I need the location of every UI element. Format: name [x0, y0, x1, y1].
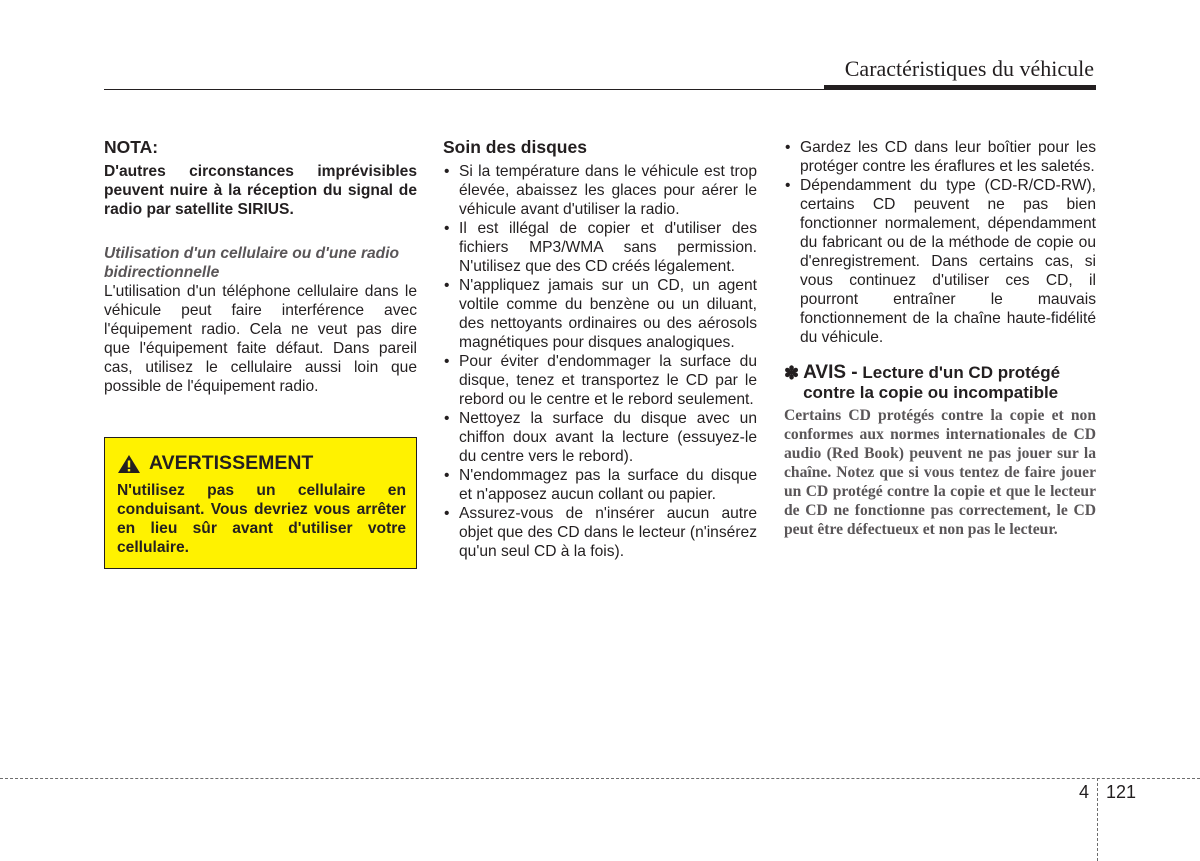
page-number: 121: [1106, 782, 1137, 802]
header-rule-accent: [824, 85, 1096, 90]
list-item: • Pour éviter d'endommager la surface du disque, tenez et transportez le CD par le rebord ou le centre et le rebord seulement.: [443, 352, 757, 409]
warning-triangle-icon: [117, 454, 141, 474]
warning-box: [104, 437, 417, 569]
cd-notes-list: [784, 138, 1096, 347]
chapter-number: 4: [1079, 782, 1090, 802]
list-item: • Si la température dans le véhicule est trop élevée, abaissez les glaces pour aérer le véhicule avant d'utiliser la radio.: [443, 162, 757, 219]
list-item: • Nettoyez la surface du disque avec un chiffon doux avant la lecture (essuyez-le du centre vers le rebord).: [443, 409, 757, 466]
cellphone-subheading: Utilisation d'un cellulaire ou d'une radio bidirectionnelle: [104, 245, 400, 281]
avis-label: AVIS -: [803, 362, 858, 383]
list-item: • Dépendamment du type (CD-R/CD-RW), certains CD peuvent ne pas bien fonctionner normalement, dépendamment du fabricant ou de la méthode de copie ou d'enregistrement. Dans certains cas, si vous continuez d'utiliser ces CD, il pourront entraîner le mauvais fonctionnement de la chaîne haute-fidélité du véhicule.: [784, 176, 1096, 347]
warning-title-row: [117, 452, 406, 475]
disc-care-heading: Soin des disques: [443, 137, 587, 157]
nota-text: D'autres circonstances imprévisibles peuvent nuire à la réception du signal de radio par satellite SIRIUS.: [104, 163, 417, 218]
list-item: • Assurez-vous de n'insérer aucun autre objet que des CD dans le lecteur (n'insérez qu'un seul CD à la fois).: [443, 504, 757, 561]
warning-title: AVERTISSEMENT: [149, 452, 314, 474]
warning-text: N'utilisez pas un cellulaire en conduisant. Vous devriez vous arrêter en lieu sûr avant d'utiliser votre cellulaire.: [117, 482, 406, 556]
page-header-title: Caractéristiques du véhicule: [844, 56, 1094, 81]
footer-divider: [0, 778, 1200, 779]
list-item: • Il est illégal de copier et d'utiliser des fichiers MP3/WMA sans permission. N'utilisez que des CD créés légalement.: [443, 219, 757, 276]
column-middle: [443, 138, 757, 561]
avis-title: Lecture d'un CD protégé contre la copie ou incompatible: [803, 363, 1061, 402]
list-item: • N'appliquez jamais sur un CD, un agent voltile comme du benzène ou un diluant, des nettoyants ordinaires ou des aérosols magnétiques pour disques analogiques.: [443, 276, 757, 352]
list-item: • N'endommagez pas la surface du disque et n'apposez aucun collant ou papier.: [443, 466, 757, 504]
column-left: [104, 138, 417, 396]
nota-heading: NOTA:: [104, 137, 159, 157]
avis-text: Certains CD protégés contre la copie et non conformes aux normes internationales de CD audio (Red Book) peuvent ne pas jouer sur la chaîne. Notez que si vous tentez de faire jouer un CD protégé contre la copie et que le lecteur de CD ne fonctionne pas correctement, le CD peut être défectueux et non pas le lecteur.: [784, 407, 1096, 538]
cellphone-paragraph: L'utilisation d'un téléphone cellulaire dans le véhicule peut faire interférence avec l'équipement radio. Cela ne veut pas dire que l'équipement faite défaut. Dans pareil cas, utilisez le cellulaire aussi loin que possible de l'équipement radio.: [104, 283, 417, 395]
avis-heading: [784, 363, 1096, 403]
footer-vertical-divider: [1097, 778, 1098, 861]
asterisk-icon: ✽: [784, 363, 800, 383]
column-right: [784, 138, 1096, 539]
disc-care-list: [443, 162, 757, 561]
list-item: • Gardez les CD dans leur boîtier pour les protéger contre les éraflures et les saletés.: [784, 138, 1096, 176]
